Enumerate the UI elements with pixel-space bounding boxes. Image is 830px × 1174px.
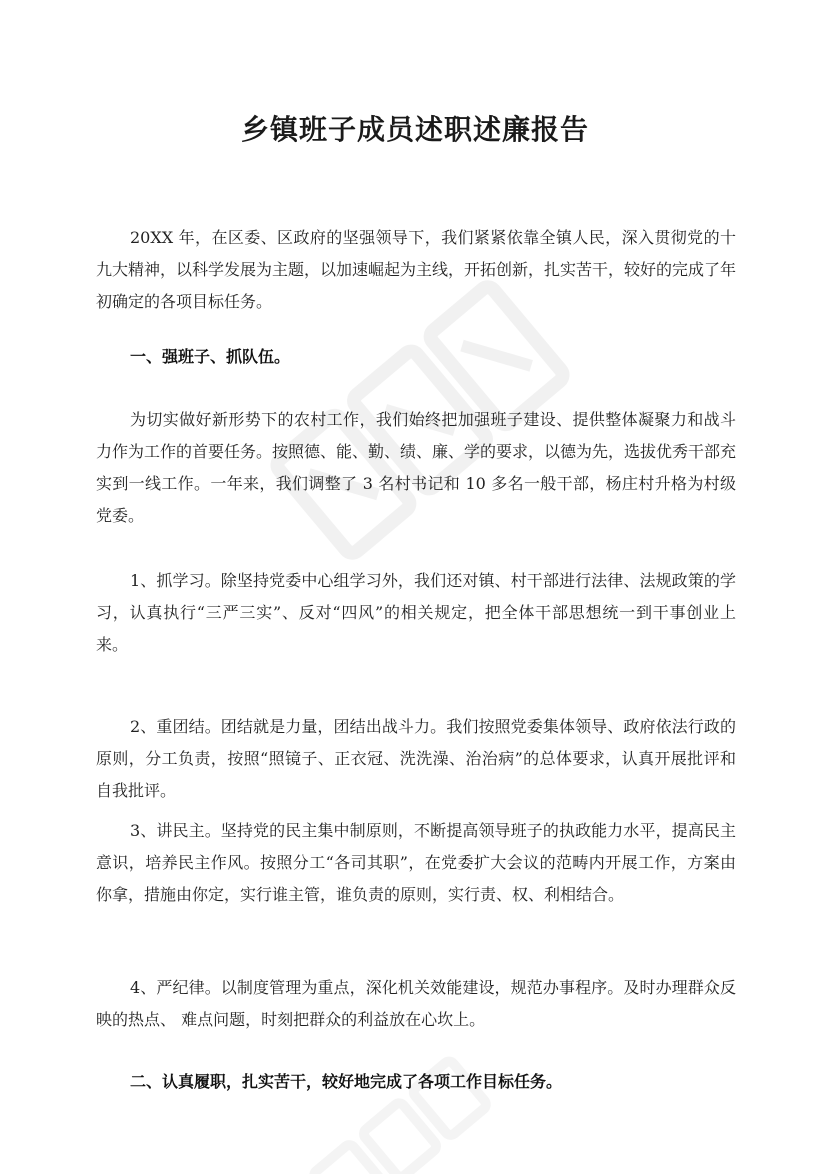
list-item-unity: 2、重团结。团结就是力量，团结出战斗力。我们按照党委集体领导、政府依法行政的原则，分工负责，按照“照镜子、正衣冠、洗洗澡、治治病”的总体要求，认真开展批评和自我批评。: [96, 717, 736, 800]
list-item-study: 1、抓学习。除坚持党委中心组学习外，我们还对镇、村干部进行法律、法规政策的学习，认真执行“三严三实”、反对“四风”的相关规定，把全体干部思想统一到干事创业上来。: [96, 571, 736, 654]
section-heading-1: 一、强班子、抓队伍。: [130, 347, 291, 366]
list-item-discipline: 4、严纪律。以制度管理为重点，深化机关效能建设，规范办事程序。及时办理群众反映的热点、 难点问题，时刻把群众的利益放在心坎上。: [96, 978, 736, 1029]
section-heading-2: 二、认真履职，扎实苦干，较好地完成了各项工作目标任务。: [130, 1072, 563, 1091]
page-title: 乡镇班子成员述职述廉报告: [240, 113, 589, 146]
section-1-body: 为切实做好新形势下的农村工作，我们始终把加强班子建设、提供整体凝聚力和战斗力作为工作的首要任务。按照德、能、勤、绩、廉、学的要求，以德为先，选拔优秀干部充实到一线工作。一年来，我们调整了 3 名村书记和 10 多名一般干部，杨庄村升格为村级党委。: [96, 410, 737, 525]
watermark-logo-bottom: [298, 1045, 503, 1174]
list-item-democracy: 3、讲民主。坚持党的民主集中制原则，不断提高领导班子的执政能力水平，提高民主意识，培养民主作风。按照分工“各司其职”，在党委扩大会议的范畴内开展工作，方案由你拿，措施由你定，实行谁主管，谁负责的原则，实行责、权、利相结合。: [96, 821, 736, 904]
intro-paragraph: 20XX 年，在区委、区政府的坚强领导下，我们紧紧依靠全镇人民，深入贯彻党的十九大精神，以科学发展为主题，以加速崛起为主线，开拓创新，扎实苦干，较好的完成了年初确定的各项目标任务。: [96, 228, 737, 311]
